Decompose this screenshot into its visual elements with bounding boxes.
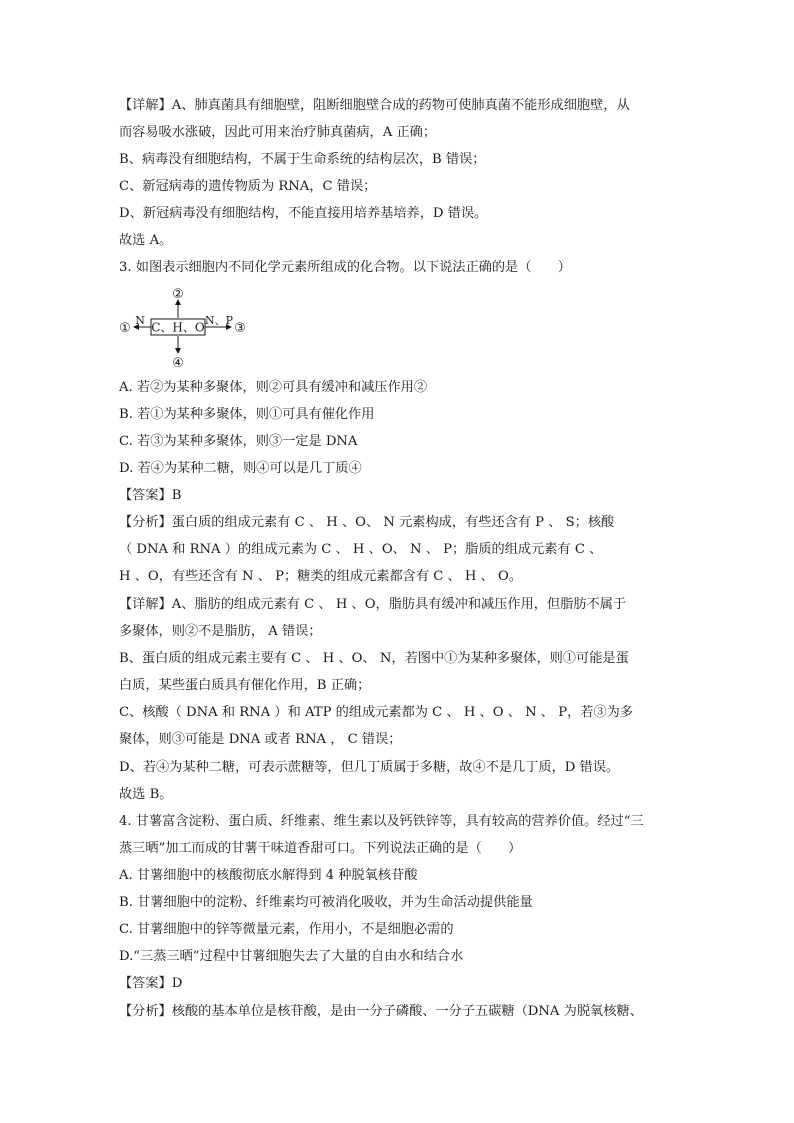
- node-3-label: ③: [234, 321, 246, 336]
- text-line-16: 【详解】A、脂肪的组成元素有 C 、 H 、O，脂肪具有缓冲和减压作用，但脂肪不属于: [119, 597, 627, 612]
- question-4-stem-2: 蒸三晒”加工而成的甘薯干味道香甜可口。下列说法正确的是（ ）: [119, 841, 522, 856]
- text-line-13: 【分析】蛋白质的组成元素有 C 、 H 、O、 N 元素构成，有些还含有 P 、 S；核酸: [119, 515, 615, 530]
- node-1-label: ①: [119, 321, 131, 336]
- text-line-17: 多聚体，则②不是脂肪， A 错误；: [119, 624, 322, 639]
- text-line-18: B、蛋白质的组成元素主要有 C 、 H 、O、 N，若图中①为某种多聚体，则①可能是蛋: [119, 651, 629, 666]
- option-a: A. 若②为某种多聚体，则②可具有缓冲和减压作用②: [119, 380, 428, 395]
- question-4-stem-1: 4. 甘薯富含淀粉、蛋白质、纤维素、维生素以及钙铁锌等，具有较高的营养价值。经过“三: [119, 814, 644, 829]
- option-d: D. 若④为某种二糖，则④可以是几丁质④: [119, 461, 362, 476]
- text-line-4: C、新冠病毒的遗传物质为 RNA，C 错误；: [119, 179, 377, 194]
- node-4-label: ④: [172, 356, 184, 371]
- left-arrow-label: N: [135, 314, 145, 327]
- text-line-15: H 、O，有些还含有 N 、 P；糖类的组成元素都含有 C 、 H 、 O。: [119, 569, 522, 584]
- text-line-3: B、病毒没有细胞结构，不属于生命系统的结构层次，B 错误；: [119, 152, 486, 167]
- element-compound-diagram: [118, 286, 268, 372]
- text-line-21: 聚体，则③可能是 DNA 或者 RNA ， C 错误；: [119, 732, 402, 747]
- question-3-stem: 3. 如图表示细胞内不同化学元素所组成的化合物。以下说法正确的是（ ）: [119, 260, 571, 275]
- option-c: C. 若③为某种多聚体，则③一定是 DNA: [119, 434, 358, 449]
- element-box-label: C、H、O: [151, 320, 205, 335]
- text-line-22: D、若④为某种二糖，可表示蔗糖等，但几丁质属于多糖，故④不是几丁质，D 错误。: [119, 760, 620, 775]
- option-b: B. 若①为某种多聚体，则①可具有催化作用: [119, 407, 375, 422]
- q4-answer-line: 【答案】D: [119, 976, 183, 991]
- text-line-5: D、新冠病毒没有细胞结构，不能直接用培养基培养，D 错误。: [119, 206, 488, 221]
- text-line-20: C、核酸（ DNA 和 RNA ）和 ATP 的组成元素都为 C 、 H 、O 、 N 、 P，若③为多: [119, 705, 634, 720]
- text-line-2: 而容易吸水涨破，因此可用来治疗肺真菌病，A 正确；: [119, 125, 437, 140]
- text-line-31: 【分析】核酸的基本单位是核苷酸，是由一分子磷酸、一分子五碳糖（DNA 为脱氧核糖、: [119, 1004, 643, 1019]
- text-line-1: 【详解】A、肺真菌具有细胞壁，阻断细胞壁合成的药物可使肺真菌不能形成细胞壁，从: [119, 98, 630, 113]
- text-line-23: 故选 B。: [119, 787, 173, 802]
- answer-line: 【答案】B: [119, 488, 182, 503]
- text-line-14: （ DNA 和 RNA ）的组成元素为 C 、 H 、O、 N 、 P；脂质的组成元素有 C 、: [119, 542, 603, 557]
- q4-option-b: B. 甘薯细胞中的淀粉、纤维素均可被消化吸收，并为生命活动提供能量: [119, 895, 533, 910]
- q4-option-a: A. 甘薯细胞中的核酸彻底水解得到 4 种脱氧核苷酸: [119, 868, 418, 883]
- right-arrow-label: N、P: [204, 314, 234, 327]
- text-line-6: 故选 A。: [119, 233, 173, 248]
- node-2-label: ②: [172, 287, 184, 302]
- q4-option-d: D.“三蒸三晒”过程中甘薯细胞失去了大量的自由水和结合水: [119, 949, 464, 964]
- arrow-down-head: [175, 348, 181, 354]
- text-line-19: 白质，某些蛋白质具有催化作用，B 正确；: [119, 678, 371, 693]
- q4-option-c: C. 甘薯细胞中的锌等微量元素，作用小，不是细胞必需的: [119, 922, 454, 937]
